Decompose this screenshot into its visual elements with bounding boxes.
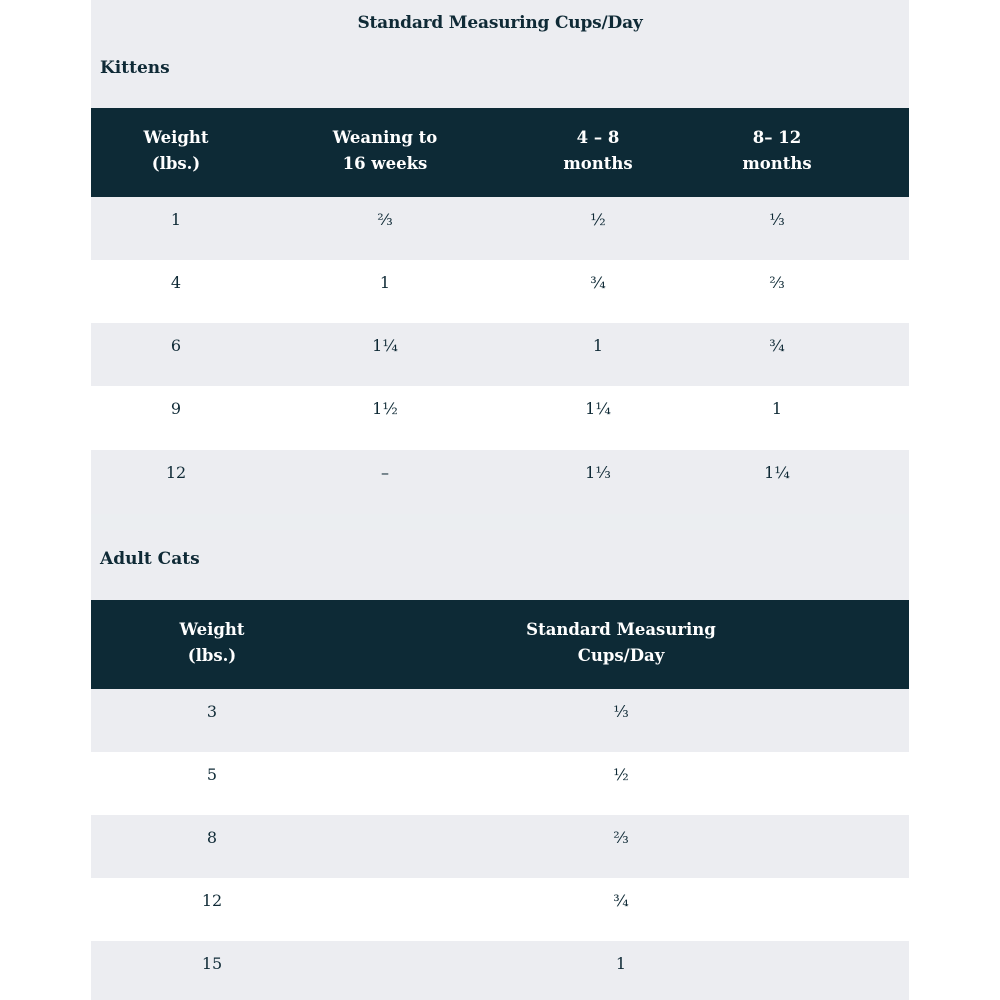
adult-table-row [91, 941, 909, 1000]
kittens-cell-weight: 4 [170, 273, 182, 292]
kittens-cell-8-12-months: ⅓ [769, 210, 785, 229]
adult-table-row [91, 752, 909, 815]
kittens-cell-4-8-months: ¾ [590, 273, 606, 292]
adult-cell-cups: ⅓ [613, 702, 629, 721]
section-divider [91, 514, 909, 530]
kittens-header-4-8-months: 4 – 8 months [563, 128, 633, 173]
kittens-cell-weight: 12 [165, 463, 187, 482]
kittens-cell-4-8-months: 1 [592, 336, 604, 355]
table-caption: Standard Measuring Cups/Day [91, 0, 909, 48]
kittens-table-row [91, 197, 909, 260]
kittens-table-row [91, 450, 909, 514]
adult-table-row [91, 689, 909, 752]
kittens-cell-weaning: 1½ [372, 399, 398, 418]
kittens-cell-8-12-months: 1 [771, 399, 783, 418]
kittens-cell-weight: 6 [170, 336, 182, 355]
kittens-cell-4-8-months: ½ [590, 210, 606, 229]
adult-table-row [91, 815, 909, 878]
kittens-table-row [91, 260, 909, 323]
kittens-table-header [91, 108, 909, 197]
adult-cell-cups: ½ [613, 765, 629, 784]
kittens-cell-4-8-months: 1¼ [585, 399, 611, 418]
kittens-cell-8-12-months: ⅔ [769, 273, 785, 292]
kittens-header-weight: Weight (lbs.) [143, 128, 209, 173]
kittens-header-weaning: Weaning to 16 weeks [332, 128, 438, 173]
adult-cell-weight: 3 [206, 702, 218, 721]
adult-cell-weight: 5 [206, 765, 218, 784]
kittens-header-8-12-months: 8– 12 months [742, 128, 812, 173]
adult-header-cups-per-day: Standard Measuring Cups/Day [526, 620, 716, 665]
kittens-table-row [91, 386, 909, 449]
kittens-cell-weaning: ⅔ [377, 210, 393, 229]
adult-cats-section-label: Adult Cats [91, 530, 909, 600]
adult-cell-cups: ⅔ [613, 828, 629, 847]
kittens-cell-weight: 9 [170, 399, 182, 418]
kittens-cell-8-12-months: ¾ [769, 336, 785, 355]
kittens-section-label: Kittens [91, 48, 909, 108]
kittens-cell-weaning: 1¼ [372, 336, 398, 355]
kittens-cell-weight: 1 [170, 210, 182, 229]
adult-cell-cups: ¾ [613, 891, 629, 910]
adult-cell-weight: 15 [201, 954, 223, 973]
kittens-cell-weaning: – [381, 463, 389, 482]
adult-cell-weight: 12 [201, 891, 223, 910]
adult-table-row [91, 878, 909, 941]
kittens-cell-4-8-months: 1⅓ [585, 463, 611, 482]
kittens-cell-8-12-months: 1¼ [764, 463, 790, 482]
kittens-table-row [91, 323, 909, 386]
kittens-cell-weaning: 1 [379, 273, 391, 292]
feeding-chart-page [91, 0, 909, 1000]
adult-header-weight: Weight (lbs.) [179, 620, 245, 665]
adult-cell-weight: 8 [206, 828, 218, 847]
adult-cell-cups: 1 [615, 954, 627, 973]
adult-table-header [91, 600, 909, 689]
